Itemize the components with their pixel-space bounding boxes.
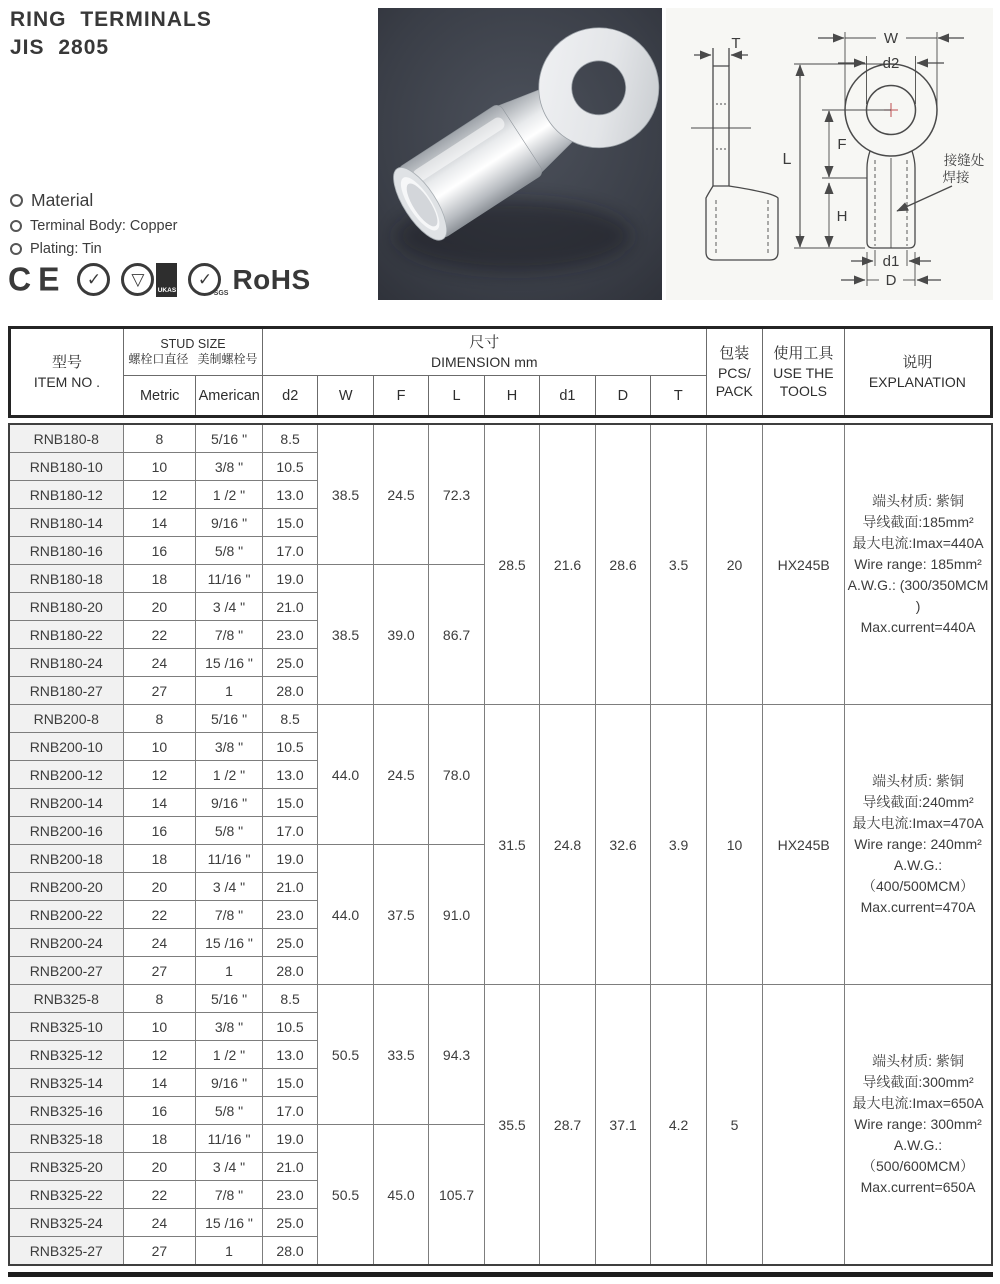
explanation-line: 端头材质: 紫铜 [872, 493, 964, 509]
l-cell: 105.7 [429, 1125, 485, 1266]
d2-cell: 25.0 [262, 929, 318, 957]
d2-cell: 8.5 [262, 985, 318, 1013]
w-cell: 50.5 [318, 985, 374, 1125]
metric-cell: 10 [123, 453, 196, 481]
stud-american-zh: 美制螺栓号 [197, 352, 258, 367]
check-icon: ✓ [197, 269, 213, 289]
metric-cell: 18 [123, 1125, 196, 1153]
metric-cell: 18 [123, 565, 196, 593]
col-f: F [373, 376, 428, 417]
metric-cell: 24 [123, 929, 196, 957]
pcs-pack-cell: 20 [706, 424, 763, 705]
american-cell: 9/16 " [196, 789, 263, 817]
explanation-line: Wire range: 185mm² [854, 556, 982, 572]
col-dimension-zh: 尺寸 [469, 333, 500, 351]
t-cell: 4.2 [651, 985, 707, 1266]
h-cell: 28.5 [484, 424, 540, 705]
american-cell: 5/8 " [196, 1097, 263, 1125]
f-cell: 39.0 [373, 565, 429, 705]
item-no-cell: RNB200-12 [9, 761, 123, 789]
d2-cell: 10.5 [262, 453, 318, 481]
bullet-icon [10, 243, 22, 255]
item-no-cell: RNB325-20 [9, 1153, 123, 1181]
american-cell: 5/16 " [196, 705, 263, 733]
item-no-cell: RNB200-10 [9, 733, 123, 761]
item-no-cell: RNB180-14 [9, 509, 123, 537]
d2-cell: 19.0 [262, 845, 318, 873]
diagram-weld-note-line2: 焊接 [942, 170, 970, 185]
h-cell: 31.5 [484, 705, 540, 985]
col-d: D [595, 376, 650, 417]
explanation-line: 端头材质: 紫铜 [872, 1053, 964, 1069]
metric-cell: 8 [123, 985, 196, 1013]
explanation-line: A.W.G.: （400/500MCM） [862, 857, 975, 894]
item-no-cell: RNB180-20 [9, 593, 123, 621]
col-pack-zh: 包装 [719, 344, 750, 362]
page-title-line1: RING TERMINALS [10, 8, 212, 31]
explanation-line: A.W.G.: (300/350MCM ) [847, 577, 989, 614]
f-cell: 33.5 [373, 985, 429, 1125]
col-american: American [196, 376, 263, 417]
american-cell: 7/8 " [196, 621, 263, 649]
material-heading: Material [31, 190, 94, 210]
l-cell: 91.0 [429, 845, 485, 985]
american-cell: 1 /2 " [196, 1041, 263, 1069]
material-heading-row [10, 190, 178, 211]
item-no-cell: RNB325-16 [9, 1097, 123, 1125]
metric-cell: 20 [123, 593, 196, 621]
diagram-label-w: W [883, 30, 899, 47]
quality-check-badge-icon [77, 263, 110, 296]
d-cell: 28.6 [595, 424, 651, 705]
bottom-rule [8, 1272, 993, 1277]
american-cell: 5/8 " [196, 817, 263, 845]
explanation-line: Wire range: 240mm² [854, 836, 982, 852]
col-item-no-en: ITEM NO . [33, 374, 101, 391]
item-no-cell: RNB325-8 [9, 985, 123, 1013]
explanation-line: Max.current=470A [860, 899, 976, 915]
table-row [9, 705, 992, 733]
col-stud-size [123, 328, 262, 376]
spec-table-section [8, 326, 993, 1266]
explanation-line: 最大电流:Imax=650A [852, 1095, 984, 1111]
metric-cell: 27 [123, 1237, 196, 1266]
american-cell: 11/16 " [196, 565, 263, 593]
diagram-label-l: L [782, 151, 792, 168]
ring-terminal-photo-illustration [378, 8, 662, 300]
d2-cell: 13.0 [262, 761, 318, 789]
metric-cell: 8 [123, 705, 196, 733]
diagram-label-h: H [836, 208, 848, 225]
tool-cell [763, 985, 845, 1266]
metric-cell: 12 [123, 761, 196, 789]
d2-cell: 23.0 [262, 621, 318, 649]
item-no-cell: RNB200-18 [9, 845, 123, 873]
item-no-cell: RNB180-24 [9, 649, 123, 677]
d2-cell: 28.0 [262, 677, 318, 705]
check-icon: ✓ [86, 269, 102, 289]
d1-cell: 24.8 [540, 705, 596, 985]
explanation-line: 导线截面:240mm² [862, 794, 974, 810]
american-cell: 3 /4 " [196, 593, 263, 621]
f-cell: 37.5 [373, 845, 429, 985]
item-no-cell: RNB200-14 [9, 789, 123, 817]
american-cell: 3/8 " [196, 453, 263, 481]
d2-cell: 17.0 [262, 817, 318, 845]
d2-cell: 15.0 [262, 789, 318, 817]
metric-cell: 20 [123, 1153, 196, 1181]
american-cell: 3/8 " [196, 1013, 263, 1041]
explanation-line: Max.current=650A [860, 1179, 976, 1195]
col-explanation-zh: 说明 [902, 353, 933, 371]
explanation-line: 导线截面:300mm² [862, 1074, 974, 1090]
w-cell: 38.5 [318, 565, 374, 705]
w-cell: 50.5 [318, 1125, 374, 1266]
american-cell: 5/8 " [196, 537, 263, 565]
item-no-cell: RNB200-8 [9, 705, 123, 733]
explanation-line: Wire range: 300mm² [854, 1116, 982, 1132]
metric-cell: 14 [123, 509, 196, 537]
american-cell: 15 /16 " [196, 1209, 263, 1237]
item-no-cell: RNB200-16 [9, 817, 123, 845]
tool-cell: HX245B [763, 424, 845, 705]
metric-cell: 12 [123, 481, 196, 509]
spec-table-body [9, 424, 992, 1265]
col-item-no [10, 328, 124, 417]
table-row [9, 424, 992, 453]
iso-badge-icon [121, 263, 154, 296]
diamond-icon: ▽ [131, 269, 145, 289]
rohs-mark: RoHS [232, 263, 311, 295]
h-cell: 35.5 [484, 985, 540, 1266]
d2-cell: 19.0 [262, 565, 318, 593]
explanation-line: 端头材质: 紫铜 [872, 773, 964, 789]
item-no-cell: RNB325-18 [9, 1125, 123, 1153]
american-cell: 15 /16 " [196, 649, 263, 677]
metric-cell: 27 [123, 677, 196, 705]
item-no-cell: RNB180-22 [9, 621, 123, 649]
metric-cell: 27 [123, 957, 196, 985]
american-cell: 9/16 " [196, 1069, 263, 1097]
d2-cell: 19.0 [262, 1125, 318, 1153]
ce-mark-icon: CE [8, 260, 67, 298]
t-cell: 3.9 [651, 705, 707, 985]
col-pack [706, 328, 762, 417]
col-w: W [318, 376, 373, 417]
f-cell: 24.5 [373, 424, 429, 565]
explanation-line: Max.current=440A [860, 619, 976, 635]
bullet-icon [10, 194, 23, 207]
item-no-cell: RNB180-8 [9, 424, 123, 453]
material-item-body: Terminal Body: Copper [30, 218, 178, 234]
d2-cell: 21.0 [262, 593, 318, 621]
metric-cell: 16 [123, 1097, 196, 1125]
metric-cell: 22 [123, 621, 196, 649]
metric-cell: 18 [123, 845, 196, 873]
col-dimension [263, 328, 707, 376]
sgs-label: SGS [213, 290, 229, 297]
d2-cell: 15.0 [262, 509, 318, 537]
d2-cell: 17.0 [262, 537, 318, 565]
american-cell: 3/8 " [196, 733, 263, 761]
diagram-weld-note-line1: 接缝处 [943, 153, 985, 168]
metric-cell: 24 [123, 1209, 196, 1237]
diagram-label-d2: d2 [882, 55, 900, 72]
header-row-1 [10, 328, 992, 376]
w-cell: 44.0 [318, 705, 374, 845]
col-d1: d1 [540, 376, 595, 417]
american-cell: 5/16 " [196, 985, 263, 1013]
col-pack-en2: PACK [715, 383, 753, 400]
pcs-pack-cell: 5 [706, 985, 763, 1266]
american-cell: 1 [196, 677, 263, 705]
material-section [10, 190, 178, 264]
col-dimension-en: DIMENSION mm [431, 354, 538, 371]
american-cell: 9/16 " [196, 509, 263, 537]
explanation-cell [845, 705, 992, 985]
explanation-cell [845, 424, 992, 705]
d2-cell: 25.0 [262, 649, 318, 677]
col-tools-en2: TOOLS [779, 383, 827, 400]
l-cell: 94.3 [429, 985, 485, 1125]
item-no-cell: RNB180-10 [9, 453, 123, 481]
d2-cell: 17.0 [262, 1097, 318, 1125]
metric-cell: 8 [123, 424, 196, 453]
d2-cell: 13.0 [262, 1041, 318, 1069]
iso-ukas-badge-icon [121, 263, 177, 297]
item-no-cell: RNB325-14 [9, 1069, 123, 1097]
d-cell: 37.1 [595, 985, 651, 1266]
l-cell: 72.3 [429, 424, 485, 565]
d1-cell: 21.6 [540, 424, 596, 705]
d2-cell: 23.0 [262, 901, 318, 929]
col-pack-en1: PCS/ [717, 364, 751, 381]
d2-cell: 28.0 [262, 1237, 318, 1266]
explanation-line: 最大电流:Imax=440A [852, 535, 984, 551]
explanation-line: 导线截面:185mm² [862, 514, 974, 530]
american-cell: 1 /2 " [196, 481, 263, 509]
col-tools-zh: 使用工具 [773, 344, 834, 362]
item-no-cell: RNB180-27 [9, 677, 123, 705]
explanation-cell [845, 985, 992, 1266]
d-cell: 32.6 [595, 705, 651, 985]
col-t: T [651, 376, 707, 417]
d2-cell: 8.5 [262, 424, 318, 453]
col-tools-en1: USE THE [773, 364, 834, 381]
spec-table [8, 423, 993, 1266]
american-cell: 11/16 " [196, 845, 263, 873]
material-item-plating: Plating: Tin [30, 241, 102, 257]
american-cell: 7/8 " [196, 901, 263, 929]
metric-cell: 24 [123, 649, 196, 677]
w-cell: 44.0 [318, 845, 374, 985]
page-title-line2: JIS 2805 [10, 36, 110, 60]
col-l: L [429, 376, 484, 417]
tool-cell: HX245B [763, 705, 845, 985]
item-no-cell: RNB200-24 [9, 929, 123, 957]
item-no-cell: RNB200-22 [9, 901, 123, 929]
pcs-pack-cell: 10 [706, 705, 763, 985]
american-cell: 11/16 " [196, 1125, 263, 1153]
american-cell: 1 /2 " [196, 761, 263, 789]
item-no-cell: RNB200-27 [9, 957, 123, 985]
col-stud-size-zh [124, 352, 262, 368]
metric-cell: 12 [123, 1041, 196, 1069]
american-cell: 7/8 " [196, 1181, 263, 1209]
spec-table-header [8, 326, 993, 418]
product-photo [378, 8, 662, 300]
diagram-label-f: F [837, 136, 847, 153]
american-cell: 5/16 " [196, 424, 263, 453]
diagram-label-t: T [731, 35, 741, 52]
d2-cell: 8.5 [262, 705, 318, 733]
d2-cell: 21.0 [262, 873, 318, 901]
american-cell: 15 /16 " [196, 929, 263, 957]
d2-cell: 25.0 [262, 1209, 318, 1237]
item-no-cell: RNB180-12 [9, 481, 123, 509]
col-d2: d2 [263, 376, 318, 417]
ukas-badge-icon: UKAS [156, 263, 177, 297]
col-explanation [844, 328, 991, 417]
d2-cell: 10.5 [262, 733, 318, 761]
col-item-no-zh: 型号 [51, 353, 82, 371]
dimension-diagram [666, 8, 993, 300]
bullet-icon [10, 220, 22, 232]
t-cell: 3.5 [651, 424, 707, 705]
l-cell: 78.0 [429, 705, 485, 845]
metric-cell: 22 [123, 1181, 196, 1209]
d2-cell: 28.0 [262, 957, 318, 985]
sgs-badge-icon [188, 263, 229, 297]
col-h: H [484, 376, 539, 417]
item-no-cell: RNB325-10 [9, 1013, 123, 1041]
col-explanation-en: EXPLANATION [868, 374, 966, 391]
d2-cell: 10.5 [262, 1013, 318, 1041]
w-cell: 38.5 [318, 424, 374, 565]
d2-cell: 15.0 [262, 1069, 318, 1097]
col-stud-size-en: STUD SIZE [160, 337, 226, 352]
page-title [10, 6, 212, 63]
metric-cell: 14 [123, 1069, 196, 1097]
diagram-label-d1: d1 [882, 253, 900, 270]
d2-cell: 23.0 [262, 1181, 318, 1209]
item-no-cell: RNB325-24 [9, 1209, 123, 1237]
certification-row [8, 261, 311, 298]
american-cell: 1 [196, 1237, 263, 1266]
american-cell: 3 /4 " [196, 1153, 263, 1181]
d2-cell: 13.0 [262, 481, 318, 509]
dimension-diagram-drawing [666, 8, 993, 300]
d1-cell: 28.7 [540, 985, 596, 1266]
metric-cell: 22 [123, 901, 196, 929]
metric-cell: 20 [123, 873, 196, 901]
material-item-row [10, 218, 178, 234]
metric-cell: 16 [123, 817, 196, 845]
metric-cell: 10 [123, 1013, 196, 1041]
item-no-cell: RNB200-20 [9, 873, 123, 901]
metric-cell: 14 [123, 789, 196, 817]
stud-metric-zh: 螺栓口直径 [128, 352, 189, 367]
explanation-line: A.W.G.: （500/600MCM） [862, 1137, 975, 1174]
material-item-row [10, 241, 178, 257]
metric-cell: 10 [123, 733, 196, 761]
explanation-line: 最大电流:Imax=470A [852, 815, 984, 831]
item-no-cell: RNB180-16 [9, 537, 123, 565]
american-cell: 3 /4 " [196, 873, 263, 901]
item-no-cell: RNB325-22 [9, 1181, 123, 1209]
f-cell: 24.5 [373, 705, 429, 845]
d2-cell: 21.0 [262, 1153, 318, 1181]
american-cell: 1 [196, 957, 263, 985]
col-tools [763, 328, 845, 417]
col-metric: Metric [123, 376, 196, 417]
item-no-cell: RNB325-27 [9, 1237, 123, 1266]
item-no-cell: RNB180-18 [9, 565, 123, 593]
table-row [9, 985, 992, 1013]
l-cell: 86.7 [429, 565, 485, 705]
diagram-label-d: D [885, 272, 897, 289]
f-cell: 45.0 [373, 1125, 429, 1266]
metric-cell: 16 [123, 537, 196, 565]
item-no-cell: RNB325-12 [9, 1041, 123, 1069]
